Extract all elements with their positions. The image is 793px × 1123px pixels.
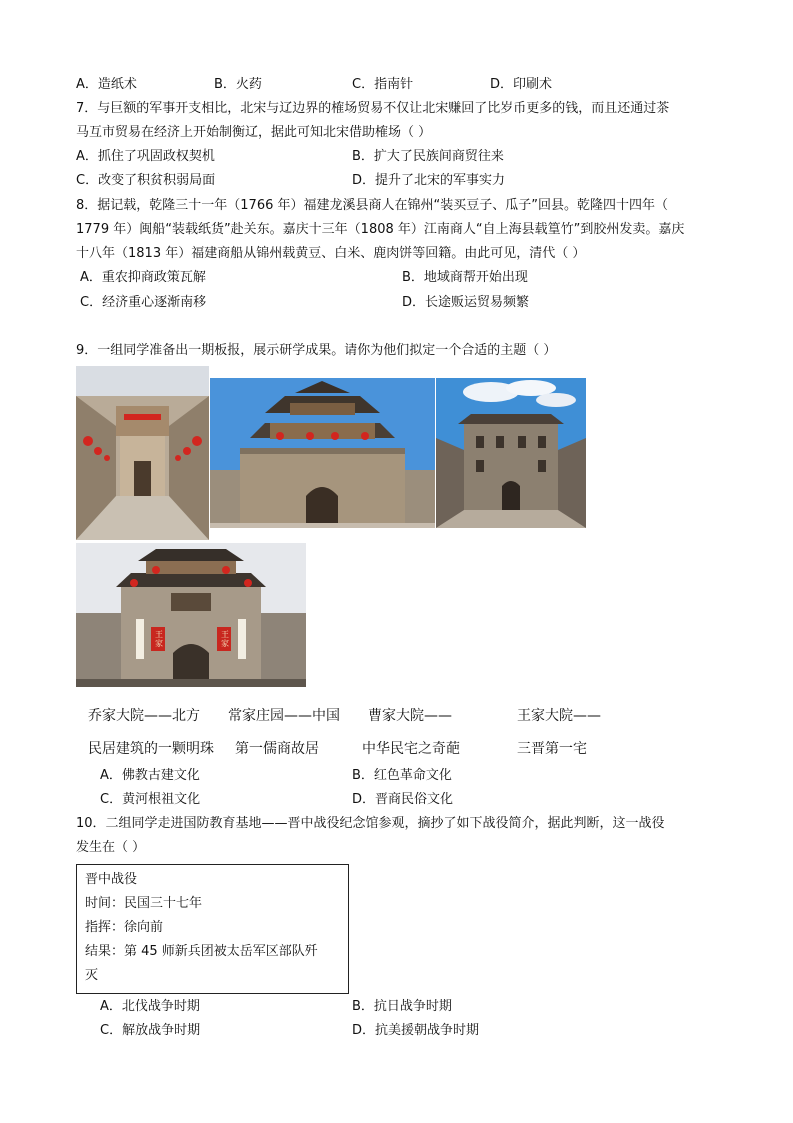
q9-option-b: B．红色革命文化 bbox=[352, 768, 452, 783]
q7-stem-line-2: 马互市贸易在经济上开始制衡辽，据此可知北宋借助榷场（ ） bbox=[76, 125, 432, 140]
caption-chang-line-1: 常家庄园——中国 bbox=[228, 708, 340, 724]
q8-stem-line-1: 8．据记载，乾隆三十一年（1766 年）福建龙溪县商人在锦州“装买豆子、瓜子”回县。乾隆四十四年（ bbox=[76, 198, 668, 213]
caption-wang-line-2: 三晋第一宅 bbox=[517, 741, 587, 757]
q10-option-d: D．抗美援朝战争时期 bbox=[352, 1023, 480, 1038]
q9-option-a: A．佛教古建文化 bbox=[100, 768, 200, 783]
q8-option-a: A．重农抑商政策瓦解 bbox=[80, 270, 206, 285]
q9-option-d: D．晋商民俗文化 bbox=[352, 792, 454, 807]
q10-option-a: A．北伐战争时期 bbox=[100, 999, 200, 1014]
q7-option-a: A．抓住了巩固政权契机 bbox=[76, 149, 215, 164]
q8-option-c: C．经济重心逐渐南移 bbox=[80, 295, 207, 310]
battle-info-box bbox=[76, 864, 349, 994]
q10-stem-line-1: 10．二组同学走进国防教育基地——晋中战役纪念馆参观，摘抄了如下战役简介，据此判断，这一战役 bbox=[76, 816, 665, 831]
q6-option-a: A．造纸术 bbox=[76, 77, 137, 92]
caption-chang-line-2: 第一儒商故居 bbox=[235, 741, 319, 757]
q6-option-c: C．指南针 bbox=[352, 77, 414, 92]
q8-option-d: D．长途贩运贸易频繁 bbox=[402, 295, 530, 310]
q6-option-d: D．印刷术 bbox=[490, 77, 553, 92]
qiao-courtyard-photo bbox=[76, 366, 209, 540]
caption-cao-line-2: 中华民宅之奇葩 bbox=[362, 741, 460, 757]
wang-compound-gate-photo bbox=[76, 543, 306, 687]
caption-qiao-line-1: 乔家大院——北方 bbox=[88, 708, 200, 724]
q9-stem: 9．一组同学准备出一期板报，展示研学成果。请你为他们拟定一个合适的主题（ ） bbox=[76, 343, 557, 358]
caption-wang-line-1: 王家大院—— bbox=[517, 708, 601, 724]
q8-option-b: B．地域商帮开始出现 bbox=[402, 270, 528, 285]
chang-manor-tower-photo bbox=[210, 378, 435, 528]
q6-option-b: B．火药 bbox=[214, 77, 262, 92]
battle-result-line-1: 结果：第 45 师新兵团被太岳军区部队歼 bbox=[85, 944, 318, 959]
q10-stem-line-2: 发生在（ ） bbox=[76, 840, 146, 855]
q8-stem-line-2: 1779 年）闽船“装载纸货”赴关东。嘉庆十三年（1808 年）江南商人“自上海县载篁竹”到胶州发卖。嘉庆 bbox=[76, 222, 685, 237]
battle-time: 时间：民国三十七年 bbox=[85, 896, 203, 911]
battle-title: 晋中战役 bbox=[85, 872, 138, 887]
q7-option-d: D．提升了北宋的军事实力 bbox=[352, 173, 506, 188]
q7-stem-line-1: 7．与巨额的军事开支相比，北宋与辽边界的榷场贸易不仅让北宋赚回了比岁币更多的钱，而且还通过茶 bbox=[76, 101, 670, 116]
caption-qiao-line-2: 民居建筑的一颗明珠 bbox=[88, 741, 214, 757]
q9-option-c: C．黄河根祖文化 bbox=[100, 792, 201, 807]
q7-option-b: B．扩大了民族间商贸往来 bbox=[352, 149, 504, 164]
q10-option-b: B．抗日战争时期 bbox=[352, 999, 452, 1014]
q10-option-c: C．解放战争时期 bbox=[100, 1023, 201, 1038]
gate-plaque-right: 王家 bbox=[221, 630, 229, 648]
cao-house-photo bbox=[436, 378, 586, 528]
battle-result-line-2: 灭 bbox=[85, 968, 99, 983]
caption-cao-line-1: 曹家大院—— bbox=[368, 708, 452, 724]
q7-option-c: C．改变了积贫积弱局面 bbox=[76, 173, 216, 188]
q8-stem-line-3: 十八年（1813 年）福建商船从锦州载黄豆、白米、鹿肉饼等回籍。由此可见，清代（ ） bbox=[76, 246, 586, 261]
gate-plaque-left: 王家 bbox=[155, 630, 163, 648]
battle-commander: 指挥：徐向前 bbox=[85, 920, 164, 935]
